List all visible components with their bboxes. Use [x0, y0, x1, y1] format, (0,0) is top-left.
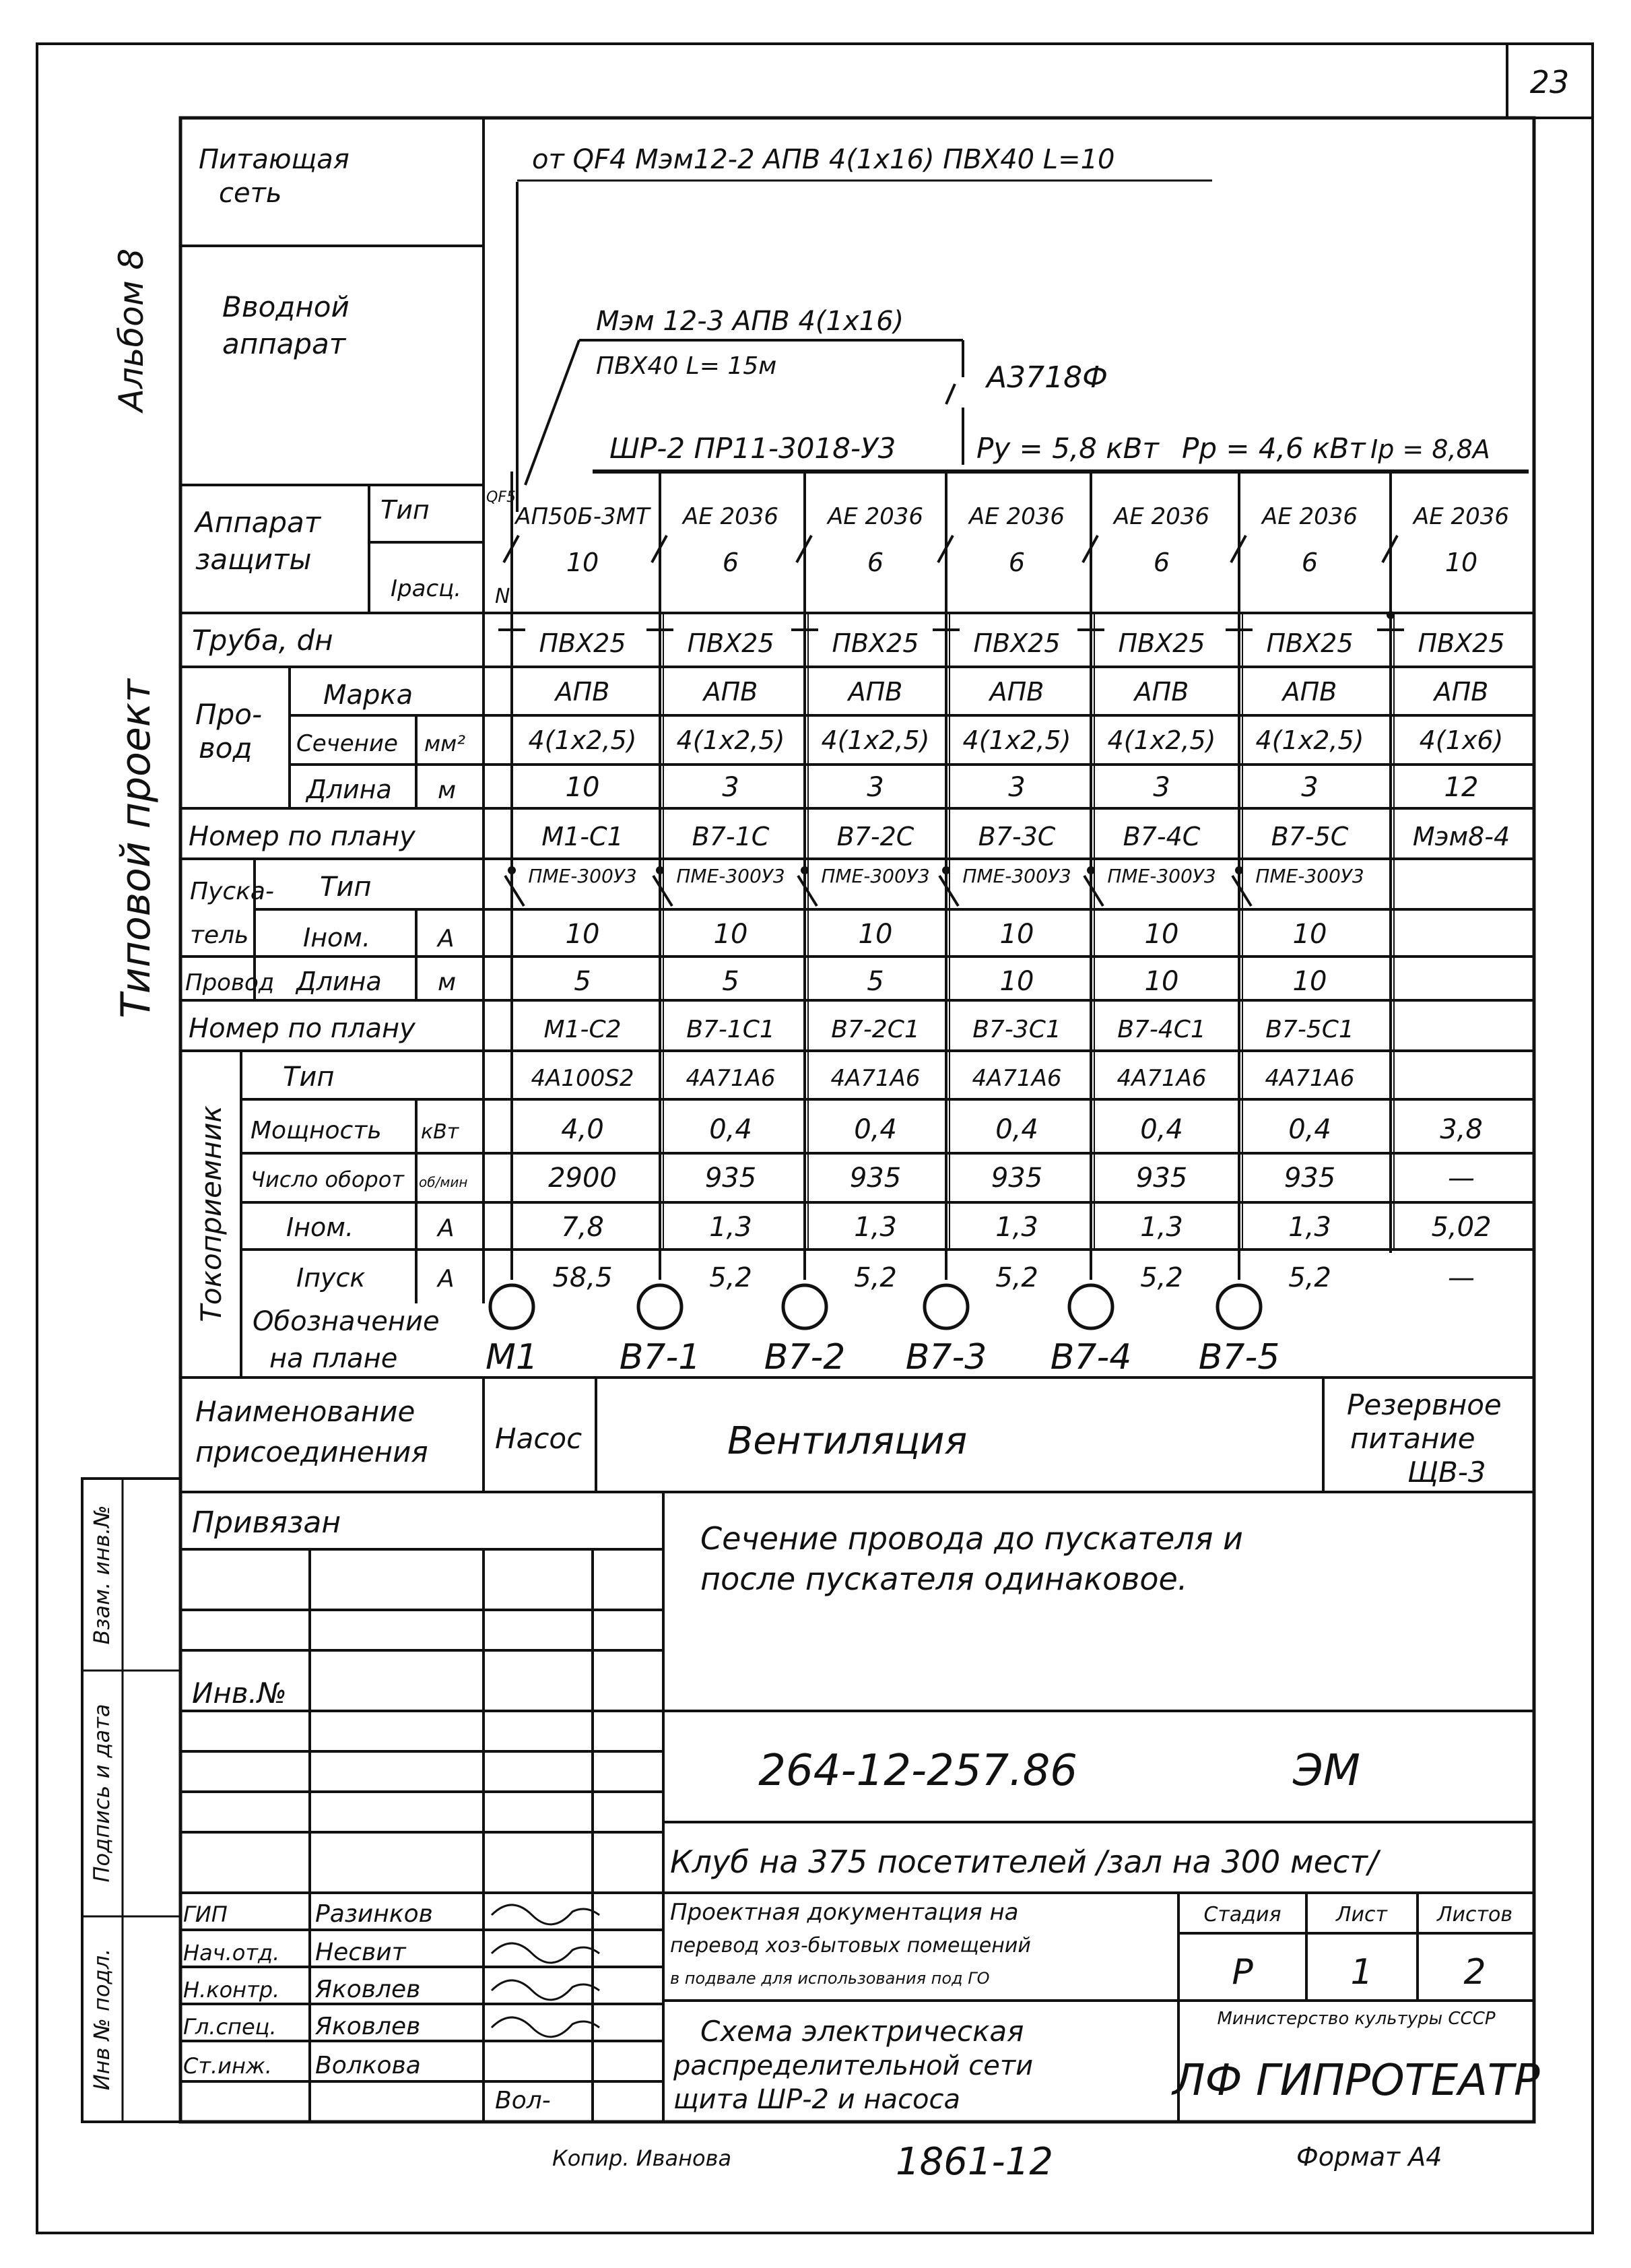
- cell-inom: 1,3: [1288, 1212, 1331, 1243]
- ip-label: Iр = 8,8А: [1370, 434, 1490, 464]
- cell-power: 0,4: [854, 1114, 897, 1145]
- feed-text: от QF4 Мэм12-2 АПВ 4(1х16) ПВХ40 L=10: [532, 144, 1115, 175]
- cell-plan: М1-С1: [541, 822, 624, 851]
- m2-unit: м: [438, 969, 457, 996]
- cell-plan: В7-2С: [836, 822, 914, 851]
- cell-irasc: 10: [1444, 548, 1478, 577]
- cell-s-inom: 10: [1292, 919, 1327, 950]
- staff-list: [183, 1900, 599, 2079]
- cell-marka: АПВ: [989, 677, 1044, 707]
- motor-name: В7-5: [1198, 1337, 1280, 1378]
- row-labels: [185, 144, 467, 1468]
- input-label-1: Вводной: [222, 290, 350, 323]
- cell-irasc: 10: [566, 548, 599, 577]
- cell-type: 4А71А6: [972, 1065, 1062, 1092]
- cell-section: 4(1х2,5): [1107, 725, 1216, 755]
- cell-marka: АПВ: [1434, 677, 1489, 707]
- pp-label: Pр = 4,6 кВт: [1182, 432, 1366, 465]
- mm2-unit: мм²: [424, 731, 466, 756]
- motor-symbol: [1218, 1285, 1261, 1328]
- drawing-title-2: распределительной сети: [673, 2050, 1034, 2081]
- stage-value: Р: [1232, 1952, 1253, 1992]
- copier-label: Копир. Иванова: [552, 2145, 732, 2171]
- staff-role: Ст.инж.: [183, 2053, 272, 2079]
- length2-label: Длина: [296, 967, 382, 996]
- cell-starter: ПМЕ-300У3: [962, 865, 1071, 887]
- a-unit: А: [438, 925, 455, 952]
- cell-section: 4(1х6): [1419, 725, 1504, 755]
- motor-symbol: [490, 1285, 533, 1328]
- cell-breaker: АЕ 2036: [968, 503, 1065, 530]
- cell-w2-len: 5: [867, 966, 884, 997]
- py-label: Pу = 5,8 кВт: [976, 432, 1159, 465]
- cell-marka: АПВ: [1282, 677, 1337, 707]
- cell-section: 4(1х2,5): [962, 725, 1071, 755]
- signature-scribble: [492, 1980, 599, 2000]
- podpis-data-label: Подпись и дата: [89, 1704, 114, 1883]
- cell-section: 4(1х2,5): [528, 725, 637, 755]
- staff-name: Яковлев: [315, 2013, 421, 2040]
- staff-name: Яковлев: [315, 1976, 421, 2003]
- irasc-label: Iрасц.: [391, 575, 462, 602]
- staff-name: Разинков: [315, 1900, 433, 1928]
- cell-s-inom: 10: [713, 919, 748, 950]
- cell-length: 3: [1153, 772, 1170, 803]
- ipusk-label: Iпуск: [296, 1263, 366, 1293]
- vent-label: Вентиляция: [727, 1419, 968, 1463]
- cell-rpm: 935: [849, 1163, 902, 1194]
- staff-row: [183, 2013, 599, 2040]
- feeder-column-5: [1051, 472, 1216, 1378]
- cell-type: 4А71А6: [1117, 1065, 1207, 1092]
- cell-s-inom: 10: [858, 919, 893, 950]
- cell-inom: 1,3: [854, 1212, 897, 1243]
- staff-name: Несвит: [315, 1939, 406, 1966]
- staff-role: ГИП: [183, 1902, 228, 1927]
- cell-s-inom: 10: [999, 919, 1034, 950]
- stamp-number: 1861-12: [896, 2140, 1053, 2184]
- wire-label-2: вод: [199, 732, 253, 765]
- cell-inom: 1,3: [1140, 1212, 1183, 1243]
- cell-type: 4А100S2: [531, 1065, 634, 1092]
- power-label: Мощность: [251, 1117, 382, 1144]
- cell-plan2: В7-1С1: [686, 1016, 775, 1043]
- staff-name: Волкова: [315, 2052, 421, 2079]
- feeder-column-4: [906, 472, 1071, 1378]
- reserve-label-2: питание: [1350, 1422, 1475, 1455]
- cell-w2-len: 5: [722, 966, 739, 997]
- inv-podl-label: Инв № подл.: [89, 1948, 114, 2091]
- starter-label-2: тель: [190, 921, 249, 949]
- cell-plan: В7-5С: [1271, 822, 1349, 851]
- signature-scribble: [492, 1943, 599, 1963]
- consumer-label: Токоприемник: [195, 1105, 228, 1322]
- note-line-1: Сечение провода до пускателя и: [700, 1520, 1243, 1557]
- cell-section: 4(1х2,5): [676, 725, 785, 755]
- cell-marka: АПВ: [848, 677, 903, 707]
- cell-section: 4(1х2,5): [821, 725, 930, 755]
- desig-label-2: на плане: [269, 1343, 398, 1374]
- signature-volkova: Вол-: [495, 2087, 551, 2114]
- cell-ipusk: 5,2: [709, 1262, 752, 1293]
- motor-type-label: Тип: [283, 1062, 335, 1093]
- input-breaker-label: А3718Ф: [987, 360, 1108, 395]
- motor-name: М1: [486, 1337, 538, 1378]
- document-code: 264-12-257.86: [758, 1746, 1077, 1796]
- cell-starter: ПМЕ-300У3: [1107, 865, 1216, 887]
- cell-plan2: В7-4С1: [1117, 1016, 1206, 1043]
- drawing-title-3: щита ШР-2 и насоса: [673, 2084, 961, 2115]
- cell-length: 3: [1301, 772, 1319, 803]
- rpm-unit: об/мин: [419, 1174, 468, 1190]
- protect-label-2: защиты: [195, 543, 312, 576]
- feeder-columns: [486, 472, 1510, 1378]
- staff-role: Нач.отд.: [183, 1940, 280, 1966]
- cell-power: 0,4: [995, 1114, 1038, 1145]
- sheets-value: 2: [1463, 1952, 1486, 1992]
- staff-role: Н.контр.: [183, 1977, 280, 2003]
- input-cable-text-1: Мэм 12-3 АПВ 4(1х16): [596, 306, 904, 337]
- supply-label-2: сеть: [219, 178, 282, 209]
- project-line-1: Проектная документация на: [670, 1899, 1019, 1926]
- cell-plan2: В7-2С1: [831, 1016, 920, 1043]
- vzam-inv-label: Взам. инв.№: [89, 1505, 114, 1645]
- cell-rpm: 2900: [548, 1163, 617, 1194]
- cell-irasc: 6: [1301, 548, 1319, 577]
- cell-w2-len: 10: [999, 966, 1034, 997]
- cell-pipe: ПВХ25: [1266, 628, 1354, 658]
- feeder-column-1: [486, 472, 651, 1378]
- cell-breaker: АЕ 2036: [682, 503, 779, 530]
- cell-power: 3,8: [1440, 1114, 1483, 1145]
- cell-pipe: ПВХ25: [539, 628, 626, 658]
- cell-ipusk: 5,2: [1288, 1262, 1331, 1293]
- plan-no-label: Номер по плану: [189, 821, 415, 852]
- staff-role: Гл.спец.: [183, 2014, 277, 2040]
- cell-plan: Мэм8-4: [1412, 822, 1510, 851]
- document-mark: ЭМ: [1293, 1746, 1360, 1796]
- length-label: Длина: [306, 775, 392, 804]
- cell-breaker: АЕ 2036: [1113, 503, 1210, 530]
- cell-irasc: 6: [867, 548, 884, 577]
- cell-w2-len: 10: [1144, 966, 1179, 997]
- sheet-header: Лист: [1335, 1903, 1388, 1926]
- input-circuit: [486, 144, 1529, 613]
- project-label: Типовой проект: [112, 679, 160, 1018]
- cell-w2-len: 5: [574, 966, 591, 997]
- cell-ipusk: 58,5: [552, 1262, 613, 1293]
- cell-pipe: ПВХ25: [832, 628, 919, 658]
- m-unit: м: [438, 777, 457, 804]
- cell-inom: 1,3: [709, 1212, 752, 1243]
- note-line-2: после пускателя одинаковое.: [700, 1561, 1188, 1597]
- motor-symbol: [783, 1285, 826, 1328]
- cell-power: 0,4: [1140, 1114, 1183, 1145]
- cell-section: 4(1х2,5): [1255, 725, 1364, 755]
- feeder-column-7: [1377, 472, 1510, 1293]
- cell-starter: ПМЕ-300У3: [528, 865, 637, 887]
- cell-starter: ПМЕ-300У3: [676, 865, 785, 887]
- feeder-column-3: [764, 472, 930, 1378]
- cell-breaker: АЕ 2036: [827, 503, 924, 530]
- section-label: Сечение: [296, 730, 398, 757]
- cell-starter: ПМЕ-300У3: [1255, 865, 1364, 887]
- inv-no-label: Инв.№: [192, 1677, 287, 1710]
- cell-breaker: АЕ 2036: [1261, 503, 1358, 530]
- rpm-label: Число оборот: [251, 1167, 404, 1192]
- motor-symbol: [1069, 1285, 1112, 1328]
- cell-ipusk: 5,2: [995, 1262, 1038, 1293]
- feeder-column-6: [1199, 472, 1364, 1378]
- cell-ipusk: —: [1448, 1262, 1475, 1293]
- privyazan-label: Привязан: [192, 1505, 341, 1540]
- cell-length: 3: [1008, 772, 1026, 803]
- cell-ipusk: 5,2: [854, 1262, 897, 1293]
- staff-row: [183, 2052, 421, 2079]
- cell-inom: 7,8: [561, 1212, 604, 1243]
- staff-row: [183, 1976, 599, 2003]
- cell-w2-len: 10: [1292, 966, 1327, 997]
- cell-irasc: 6: [1153, 548, 1170, 577]
- motor-name: В7-2: [764, 1337, 846, 1378]
- staff-row: [183, 1900, 599, 1928]
- protect-label-1: Аппарат: [195, 506, 321, 539]
- motor-name: В7-3: [905, 1337, 987, 1378]
- marka-label: Марка: [323, 680, 413, 711]
- cell-plan2: М1-С2: [543, 1016, 622, 1043]
- starter-inom-label: Iном.: [303, 923, 371, 952]
- cell-plan: В7-3С: [978, 822, 1056, 851]
- motor-name: В7-1: [619, 1337, 701, 1378]
- cell-plan: В7-4С: [1123, 822, 1201, 851]
- staff-row: [183, 1939, 599, 1966]
- cell-plan2: В7-3С1: [972, 1016, 1061, 1043]
- cell-breaker: АП50Б-3МТ: [515, 503, 650, 530]
- desig-label-1: Обозначение: [253, 1306, 440, 1337]
- cell-marka: АПВ: [703, 677, 758, 707]
- cell-length: 10: [565, 772, 600, 803]
- reserve-label-1: Резервное: [1347, 1388, 1502, 1421]
- cell-power: 0,4: [709, 1114, 752, 1145]
- format-label: Формат А4: [1296, 2142, 1442, 2172]
- album-label: Альбом 8: [112, 248, 151, 412]
- cell-irasc: 6: [1008, 548, 1026, 577]
- cell-inom: 1,3: [995, 1212, 1038, 1243]
- cell-pipe: ПВХ25: [687, 628, 774, 658]
- motor-name: В7-4: [1050, 1337, 1132, 1378]
- wire-label-1: Про-: [195, 698, 263, 731]
- cell-length: 3: [722, 772, 739, 803]
- neutral-label: N: [495, 585, 510, 608]
- cell-rpm: 935: [704, 1163, 757, 1194]
- project-line-3: в подвале для использования под ГО: [670, 1969, 990, 1988]
- cell-plan: В7-1С: [692, 822, 770, 851]
- cell-type: 4А71А6: [1265, 1065, 1355, 1092]
- motor-inom-label: Iном.: [286, 1212, 354, 1242]
- wire2-label: Провод: [185, 969, 275, 996]
- signature-scribble: [492, 1905, 599, 1924]
- reserve-label-3: ЩВ-3: [1407, 1456, 1486, 1489]
- cell-marka: АПВ: [1134, 677, 1189, 707]
- stage-header: Стадия: [1203, 1903, 1282, 1926]
- starter-contact: [505, 876, 524, 906]
- a3-unit: А: [438, 1265, 455, 1293]
- cell-plan2: В7-5С1: [1265, 1016, 1354, 1043]
- cell-length: 3: [867, 772, 884, 803]
- cell-breaker: АЕ 2036: [1413, 503, 1510, 530]
- qf5-label: QF5: [486, 489, 516, 506]
- input-cable-text-2: ПВХ40 L= 15м: [596, 352, 777, 380]
- project-line-2: перевод хоз-бытовых помещений: [670, 1934, 1031, 1957]
- cell-power: 0,4: [1288, 1114, 1331, 1145]
- ministry-label: Министерство культуры СССР: [1217, 2009, 1496, 2029]
- cell-marka: АПВ: [555, 677, 610, 707]
- cell-type: 4А71А6: [830, 1065, 921, 1092]
- drawing-title-1: Схема электрическая: [700, 2015, 1024, 2048]
- cell-power: 4,0: [561, 1114, 604, 1145]
- supply-label-1: Питающая: [199, 144, 350, 175]
- feeder-column-2: [620, 472, 785, 1378]
- cell-irasc: 6: [722, 548, 739, 577]
- cell-rpm: —: [1448, 1163, 1475, 1194]
- cell-pipe: ПВХ25: [1418, 628, 1505, 658]
- pump-label: Насос: [495, 1422, 582, 1455]
- cell-rpm: 935: [1135, 1163, 1188, 1194]
- cell-starter: ПМЕ-300У3: [821, 865, 930, 887]
- cell-inom: 5,02: [1431, 1212, 1492, 1243]
- cell-ipusk: 5,2: [1140, 1262, 1183, 1293]
- cell-pipe: ПВХ25: [973, 628, 1061, 658]
- cell-rpm: 935: [1284, 1163, 1336, 1194]
- type-label: Тип: [380, 495, 430, 525]
- kw-unit: кВт: [421, 1120, 459, 1144]
- motor-symbol: [638, 1285, 681, 1328]
- conn-label-2: присоединения: [195, 1435, 428, 1468]
- panel-label: ШР-2 ПР11-3018-У3: [609, 432, 896, 465]
- cell-type: 4А71А6: [686, 1065, 776, 1092]
- cell-s-inom: 10: [565, 919, 600, 950]
- input-label-2: аппарат: [222, 327, 346, 360]
- plan-no2-label: Номер по плану: [189, 1013, 415, 1044]
- sheets-header: Листов: [1436, 1903, 1513, 1926]
- conn-label-1: Наименование: [195, 1395, 415, 1428]
- signature-scribble: [492, 2017, 599, 2037]
- cell-rpm: 935: [991, 1163, 1043, 1194]
- a2-unit: А: [438, 1214, 455, 1242]
- pipe-label: Труба, dн: [192, 624, 333, 657]
- organization-logo-text: ЛФ ГИПРОТЕАТР: [1172, 2056, 1540, 2106]
- starter-label-1: Пуска-: [190, 878, 274, 905]
- cell-pipe: ПВХ25: [1118, 628, 1205, 658]
- sheet-value: 1: [1350, 1952, 1373, 1992]
- cell-length: 12: [1444, 772, 1479, 803]
- cell-s-inom: 10: [1144, 919, 1179, 950]
- motor-symbol: [925, 1285, 968, 1328]
- starter-type-label: Тип: [320, 872, 372, 903]
- object-name: Клуб на 375 посетителей /зал на 300 мест/: [670, 1844, 1378, 1880]
- sheet-number: 23: [1529, 64, 1570, 100]
